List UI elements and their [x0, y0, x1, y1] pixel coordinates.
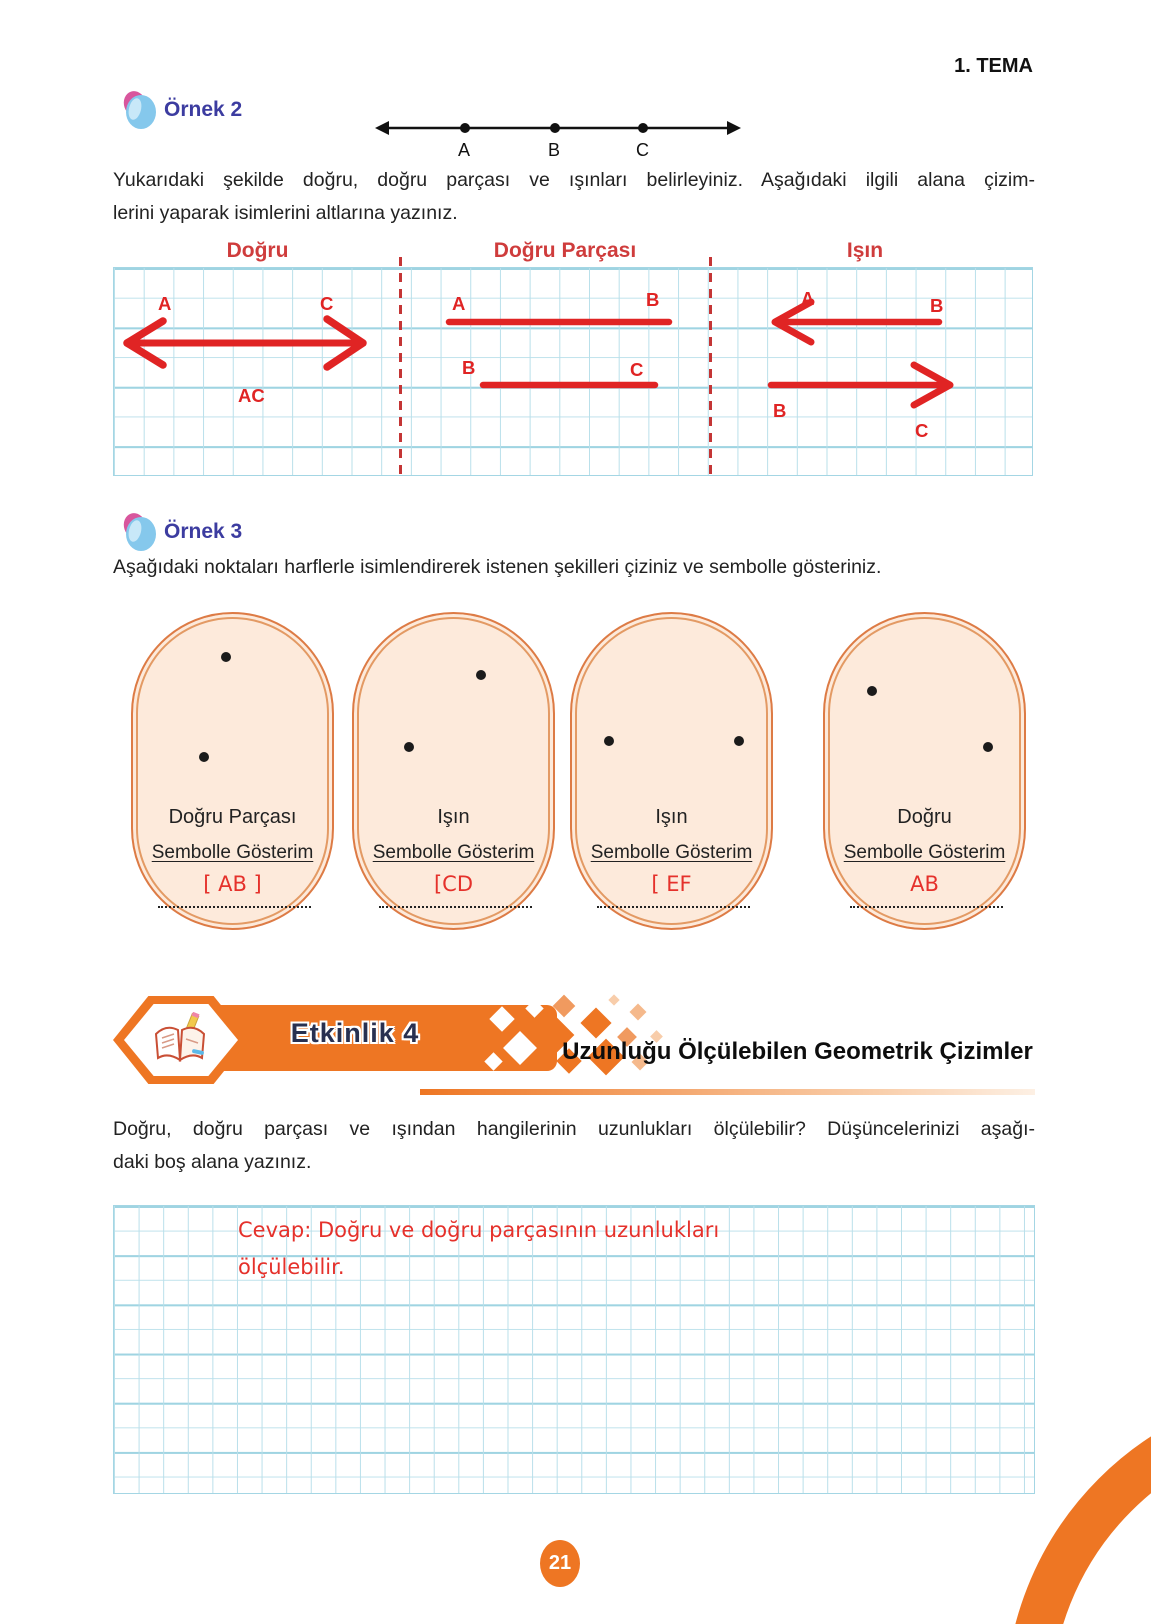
point-dot [404, 742, 414, 752]
column-header-dogru-parcasi: Doğru Parçası [493, 239, 637, 262]
page-number-badge: 21 [540, 1540, 580, 1587]
oval-title: Doğru [897, 806, 952, 828]
answer-dotted-line [597, 906, 750, 908]
point-dot [734, 736, 744, 746]
oval-answer-handwriting: [ AB ] [203, 872, 262, 896]
point-dot [867, 686, 877, 696]
point-c-label: C [636, 140, 649, 160]
ornek2-badge [122, 90, 242, 130]
oval-title: Işın [437, 806, 470, 828]
oval-subtitle: Sembolle Gösterim [151, 842, 314, 863]
grid-col3-b: B [930, 295, 944, 316]
oval-dogru [823, 612, 1026, 930]
banner-gradient-bar [420, 1089, 1035, 1095]
grid-col2-b: B [646, 289, 660, 310]
oval-answer-handwriting: AB [910, 872, 939, 896]
etkinlik-text-line2: daki boş alana yazınız. [113, 1151, 312, 1173]
grid-col2-b2: B [462, 357, 476, 378]
point-dot [221, 652, 231, 662]
diamond-deco [608, 994, 619, 1005]
point-dot [604, 736, 614, 746]
diamond-deco [630, 1004, 647, 1021]
grid-col1-a: A [158, 293, 172, 314]
oval-answer-handwriting: [CD [433, 872, 474, 896]
diamond-deco [580, 1007, 611, 1038]
column-header-isin: Işın [846, 239, 884, 262]
point-dot [983, 742, 993, 752]
answer-dotted-line [379, 906, 532, 908]
answer-line1: Cevap: Doğru ve doğru parçasının uzunlukları [238, 1218, 720, 1242]
ornek-drop-icon [122, 89, 158, 131]
grid-col3-c: C [915, 420, 929, 441]
point-a-label: A [458, 140, 471, 160]
answer-handwriting [238, 1212, 798, 1286]
ornek3-badge [122, 512, 242, 552]
answer-dotted-line [850, 906, 1003, 908]
ornek-drop-icon [122, 511, 158, 553]
tema-heading: 1. TEMA [954, 55, 1033, 77]
point-dot [199, 752, 209, 762]
answer-dotted-line [158, 906, 311, 908]
answer-line2: ölçülebilir. [238, 1255, 345, 1279]
grid-red-drawings [113, 267, 1033, 476]
ornek2-text-line2: lerini yaparak isimlerini altlarına yazınız. [113, 202, 458, 224]
ornek3-text: Aşağıdaki noktaları harflerle isimlendirerek istenen şekilleri çiziniz ve sembolle gösteriniz. [113, 556, 882, 578]
grid-col2-c: C [630, 359, 644, 380]
oval-title: Doğru Parçası [168, 806, 297, 828]
etkinlik-title: Uzunluğu Ölçülebilen Geometrik Çizimler [562, 1038, 1033, 1065]
notebook-pencil-icon [148, 1012, 212, 1068]
point-dot [476, 670, 486, 680]
grid-col3-a: A [801, 288, 815, 309]
oval-subtitle: Sembolle Gösterim [372, 842, 535, 863]
oval-answer-handwriting: [ EF [651, 872, 692, 896]
ornek3-label: Örnek 3 [164, 520, 243, 543]
oval-isin-2 [570, 612, 773, 930]
oval-subtitle: Sembolle Gösterim [843, 842, 1006, 863]
ornek3-paragraph [113, 551, 1035, 584]
oval-title: Işın [655, 806, 688, 828]
column-header-dogru: Doğru [226, 239, 289, 262]
oval-isin-1 [352, 612, 555, 930]
grid-col2-a: A [452, 293, 466, 314]
etkinlik-text-line1: Doğru, doğru parçası ve ışından hangilerinin uzunlukları ölçülebilir? Düşüncelerinizi aşağı- [113, 1118, 1035, 1140]
grid-col1-name: AC [238, 385, 265, 406]
point-b-label: B [548, 140, 561, 160]
ornek2-paragraph [113, 164, 1035, 230]
grid-col3-b2: B [773, 400, 787, 421]
ornek2-text-line1: Yukarıdaki şekilde doğru, doğru parçası ve ışınları belirleyiniz. Aşağıdaki ilgili alana çizim- [113, 169, 1035, 191]
oval-dogru-parcasi [131, 612, 334, 930]
ornek2-label: Örnek 2 [164, 98, 243, 121]
oval-subtitle: Sembolle Gösterim [590, 842, 753, 863]
grid-col1-c: C [320, 293, 334, 314]
etkinlik-badge-label: Etkinlik 4 [290, 1018, 420, 1048]
etkinlik-paragraph [113, 1113, 1035, 1179]
